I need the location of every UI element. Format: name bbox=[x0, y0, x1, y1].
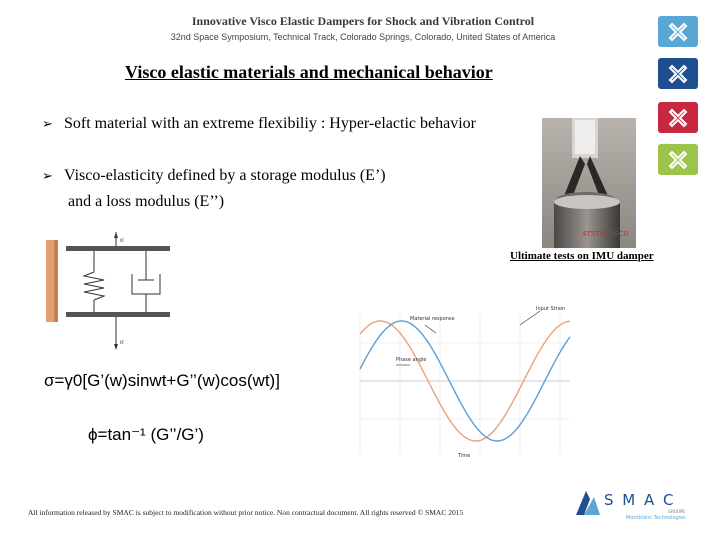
stress-strain-wave-chart bbox=[340, 303, 575, 458]
smac-logo bbox=[570, 485, 700, 525]
logo-group: GROUPE bbox=[668, 509, 685, 514]
bullet-item-1 bbox=[42, 115, 476, 133]
axis-x-label: Time bbox=[458, 453, 471, 458]
sigma-bottom-label: σ bbox=[120, 338, 124, 346]
phase-equation: ϕ=tan⁻¹ (G’’/G’) bbox=[88, 425, 204, 444]
bullet-item-2 bbox=[42, 167, 386, 185]
badge-green bbox=[658, 144, 698, 175]
footer-disclaimer: All information released by SMAC is subject to modification without prior notice. Non contractual document. All rights reserved © SMAC 2015 bbox=[28, 508, 464, 517]
bullet-arrow-icon: ➢ bbox=[42, 117, 53, 132]
bullet-item-2-continuation: and a loss modulus (E’’) bbox=[68, 193, 225, 210]
x-cross-icon bbox=[667, 107, 689, 129]
slide-title: Visco elastic materials and mechanical behavior bbox=[125, 62, 493, 82]
label-input-strain: Input Strain bbox=[536, 306, 566, 312]
damper-test-photo bbox=[542, 118, 636, 248]
badge-red bbox=[658, 102, 698, 133]
label-phase-angle: Phase angle bbox=[396, 357, 427, 363]
badge-light-blue bbox=[658, 16, 698, 47]
logo-brand: S M A C bbox=[604, 491, 676, 509]
badge-dark-blue bbox=[658, 58, 698, 89]
header-subtitle: 32nd Space Symposium, Technical Track, Colorado Springs, Colorado, United States of America bbox=[170, 32, 556, 42]
stress-equation: σ=γ0[G’(w)sinwt+G’’(w)cos(wt)] bbox=[44, 371, 280, 390]
x-cross-icon bbox=[667, 21, 689, 43]
kelvin-voigt-model-diagram bbox=[44, 232, 174, 352]
bullet-text: Soft material with an extreme flexibiliy : Hyper-elactic behavior bbox=[64, 115, 476, 132]
logo-sub: Montblanc Technologies bbox=[626, 515, 686, 521]
x-cross-icon bbox=[667, 149, 689, 171]
bullet-arrow-icon: ➢ bbox=[42, 169, 53, 184]
photo-caption: Ultimate tests on IMU damper bbox=[510, 250, 654, 262]
sigma-top-label: σ bbox=[120, 236, 124, 244]
photo-label: 4T5TOC3EC0 bbox=[582, 230, 629, 238]
x-cross-icon bbox=[667, 63, 689, 85]
bullet-text: Visco-elasticity defined by a storage modulus (E’) bbox=[64, 167, 386, 184]
header-title: Innovative Visco Elastic Dampers for Shock and Vibration Control bbox=[191, 14, 535, 28]
label-material-response: Material response bbox=[410, 316, 455, 322]
